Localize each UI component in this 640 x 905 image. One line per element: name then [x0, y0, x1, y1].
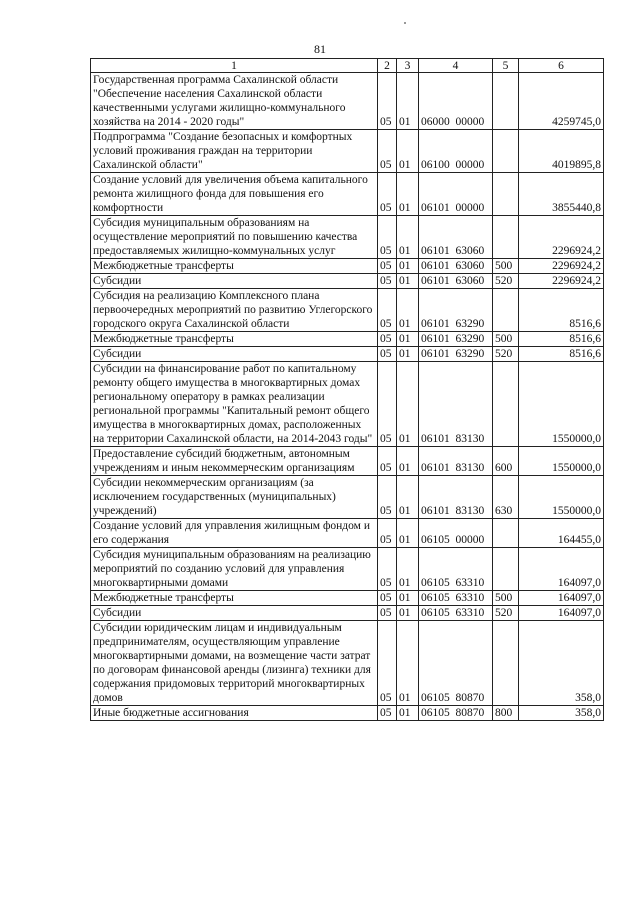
- row-subsection: 01: [397, 519, 419, 548]
- row-expense-type: 500: [493, 591, 519, 606]
- table-row: [91, 289, 604, 332]
- row-amount: 4259745,0: [519, 73, 604, 130]
- row-amount: 164455,0: [519, 519, 604, 548]
- table-row: [91, 606, 604, 621]
- row-target-code: 06101 63290: [419, 332, 493, 347]
- row-target-code: 06105 63310: [419, 548, 493, 591]
- table-row: [91, 706, 604, 721]
- row-target-code: 06101 63290: [419, 289, 493, 332]
- row-target-code: 06105 80870: [419, 621, 493, 706]
- row-subsection: 01: [397, 606, 419, 621]
- row-section: 05: [378, 73, 397, 130]
- row-subsection: 01: [397, 130, 419, 173]
- column-header-5: 5: [493, 59, 519, 73]
- row-subsection: 01: [397, 332, 419, 347]
- row-target-code: 06101 00000: [419, 173, 493, 216]
- row-section: 05: [378, 130, 397, 173]
- row-expense-type: [493, 216, 519, 259]
- row-amount: 2296924,2: [519, 274, 604, 289]
- row-subsection: 01: [397, 216, 419, 259]
- row-expense-type: [493, 362, 519, 447]
- row-subsection: 01: [397, 591, 419, 606]
- row-section: 05: [378, 274, 397, 289]
- row-expense-type: 500: [493, 332, 519, 347]
- row-expense-type: [493, 130, 519, 173]
- row-subsection: 01: [397, 548, 419, 591]
- row-subsection: 01: [397, 289, 419, 332]
- row-expense-type: [493, 621, 519, 706]
- row-amount: 1550000,0: [519, 447, 604, 476]
- row-amount: 164097,0: [519, 591, 604, 606]
- table-row: [91, 362, 604, 447]
- row-target-code: 06000 00000: [419, 73, 493, 130]
- row-target-code: 06101 63060: [419, 274, 493, 289]
- row-amount: 1550000,0: [519, 362, 604, 447]
- column-header-6: 6: [519, 59, 604, 73]
- row-amount: 2296924,2: [519, 216, 604, 259]
- table-row: [91, 347, 604, 362]
- row-target-code: 06101 83130: [419, 447, 493, 476]
- row-expense-type: [493, 289, 519, 332]
- row-name: Межбюджетные трансферты: [91, 332, 378, 347]
- row-section: 05: [378, 332, 397, 347]
- table-row: [91, 591, 604, 606]
- table-row: [91, 259, 604, 274]
- row-section: 05: [378, 347, 397, 362]
- row-expense-type: [493, 173, 519, 216]
- row-target-code: 06101 63290: [419, 347, 493, 362]
- row-amount: 4019895,8: [519, 130, 604, 173]
- scan-dot: [404, 22, 406, 24]
- row-amount: 8516,6: [519, 332, 604, 347]
- row-section: 05: [378, 519, 397, 548]
- row-expense-type: 600: [493, 447, 519, 476]
- row-target-code: 06101 83130: [419, 362, 493, 447]
- row-target-code: 06101 63060: [419, 259, 493, 274]
- column-header-2: 2: [378, 59, 397, 73]
- row-section: 05: [378, 606, 397, 621]
- row-target-code: 06105 63310: [419, 591, 493, 606]
- row-subsection: 01: [397, 621, 419, 706]
- header-row: [91, 59, 604, 73]
- row-target-code: 06105 80870: [419, 706, 493, 721]
- row-subsection: 01: [397, 259, 419, 274]
- row-section: 05: [378, 173, 397, 216]
- column-header-4: 4: [419, 59, 493, 73]
- table-body: [91, 73, 604, 721]
- row-name: Иные бюджетные ассигнования: [91, 706, 378, 721]
- row-amount: 358,0: [519, 621, 604, 706]
- row-amount: 8516,6: [519, 289, 604, 332]
- table-row: [91, 216, 604, 259]
- row-target-code: 06105 00000: [419, 519, 493, 548]
- row-subsection: 01: [397, 447, 419, 476]
- row-section: 05: [378, 476, 397, 519]
- row-expense-type: 800: [493, 706, 519, 721]
- row-amount: 8516,6: [519, 347, 604, 362]
- row-section: 05: [378, 548, 397, 591]
- row-subsection: 01: [397, 173, 419, 216]
- row-amount: 3855440,8: [519, 173, 604, 216]
- row-name: Подпрограмма "Создание безопасных и комфортных условий проживания граждан на территории Сахалинской области": [91, 130, 378, 173]
- row-expense-type: [493, 519, 519, 548]
- row-target-code: 06100 00000: [419, 130, 493, 173]
- budget-table: [90, 58, 604, 721]
- column-header-3: 3: [397, 59, 419, 73]
- row-section: 05: [378, 447, 397, 476]
- row-section: 05: [378, 362, 397, 447]
- row-name: Субсидия муниципальным образованиям на осуществление мероприятий по повышению качества предоставляемых жилищно-коммунальных услуг: [91, 216, 378, 259]
- row-name: Субсидия на реализацию Комплексного плана первоочередных мероприятий по развитию Углегорского городского округа Сахалинской области: [91, 289, 378, 332]
- table-row: [91, 447, 604, 476]
- row-section: 05: [378, 706, 397, 721]
- row-section: 05: [378, 591, 397, 606]
- row-subsection: 01: [397, 73, 419, 130]
- row-section: 05: [378, 289, 397, 332]
- table-row: [91, 173, 604, 216]
- row-subsection: 01: [397, 706, 419, 721]
- row-section: 05: [378, 259, 397, 274]
- row-amount: 358,0: [519, 706, 604, 721]
- row-name: Субсидия муниципальным образованиям на реализацию мероприятий по созданию условий для управления многоквартирными домами: [91, 548, 378, 591]
- row-name: Субсидии: [91, 606, 378, 621]
- row-name: Предоставление субсидий бюджетным, автономным учреждениям и иным некоммерческим организациям: [91, 447, 378, 476]
- page-number: 81: [314, 42, 326, 56]
- row-name: Субсидии некоммерческим организациям (за исключением государственных (муниципальных) учреждений): [91, 476, 378, 519]
- row-expense-type: 630: [493, 476, 519, 519]
- row-name: Субсидии на финансирование работ по капитальному ремонту общего имущества в многоквартирных домах региональному оператору в рамках реализации региональной программы "Капитальный ремонт общего имущества в многоквартирных домах, расположенных на территории Сахалинской области, на 2014-2043 годы": [91, 362, 378, 447]
- row-name: Государственная программа Сахалинской области "Обеспечение населения Сахалинской области качественными услугами жилищно-коммунального хозяйства на 2014 - 2020 годы": [91, 73, 378, 130]
- table-row: [91, 621, 604, 706]
- row-section: 05: [378, 621, 397, 706]
- row-name: Субсидии юридическим лицам и индивидуальным предпринимателям, осуществляющим управление многоквартирными домами, на возмещение части затрат по договорам финансовой аренды (лизинга) техники для содержания придомовых территорий многоквартирных домов: [91, 621, 378, 706]
- table-row: [91, 476, 604, 519]
- table-row: [91, 73, 604, 130]
- table-header: [91, 59, 604, 73]
- table-row: [91, 130, 604, 173]
- table-row: [91, 548, 604, 591]
- row-expense-type: 520: [493, 606, 519, 621]
- row-expense-type: 520: [493, 347, 519, 362]
- row-name: Создание условий для увеличения объема капитального ремонта жилищного фонда для повышения его комфортности: [91, 173, 378, 216]
- row-subsection: 01: [397, 362, 419, 447]
- row-expense-type: [493, 548, 519, 591]
- row-target-code: 06105 63310: [419, 606, 493, 621]
- row-name: Создание условий для управления жилищным фондом и его содержания: [91, 519, 378, 548]
- row-amount: 1550000,0: [519, 476, 604, 519]
- row-name: Межбюджетные трансферты: [91, 591, 378, 606]
- row-name: Субсидии: [91, 347, 378, 362]
- row-amount: 164097,0: [519, 606, 604, 621]
- table-row: [91, 519, 604, 548]
- row-subsection: 01: [397, 476, 419, 519]
- row-amount: 2296924,2: [519, 259, 604, 274]
- table-row: [91, 332, 604, 347]
- row-expense-type: 520: [493, 274, 519, 289]
- row-expense-type: 500: [493, 259, 519, 274]
- column-header-1: 1: [91, 59, 378, 73]
- row-name: Межбюджетные трансферты: [91, 259, 378, 274]
- row-target-code: 06101 83130: [419, 476, 493, 519]
- row-target-code: 06101 63060: [419, 216, 493, 259]
- row-subsection: 01: [397, 274, 419, 289]
- row-section: 05: [378, 216, 397, 259]
- row-expense-type: [493, 73, 519, 130]
- table-row: [91, 274, 604, 289]
- row-subsection: 01: [397, 347, 419, 362]
- row-name: Субсидии: [91, 274, 378, 289]
- row-amount: 164097,0: [519, 548, 604, 591]
